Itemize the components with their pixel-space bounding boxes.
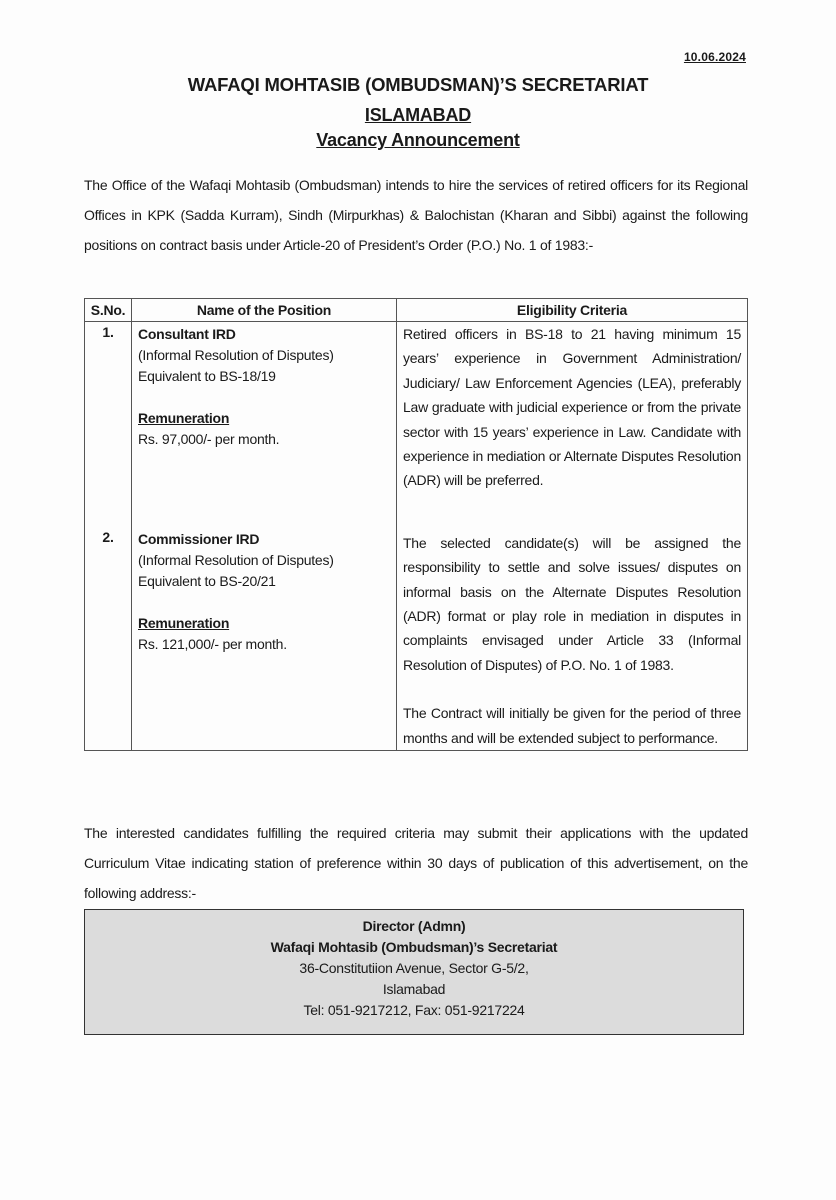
address-street: 36-Constitutiion Avenue, Sector G-5/2, [299, 960, 529, 976]
criteria-cell [397, 517, 748, 751]
closing-paragraph: The interested candidates fulfilling the required criteria may submit their applications with the updated Curriculum Vitae indicating station of preference within 30 days of publication of this advertisement, on the following address:- [84, 825, 748, 901]
position-title: Consultant IRD [138, 326, 236, 342]
position-cell [132, 322, 397, 517]
organization-title: WAFAQI MOHTASIB (OMBUDSMAN)’S SECRETARIAT [187, 74, 649, 95]
contract-terms-text: The Contract will initially be given for the period of three months and will be extended subject to performance. [403, 705, 741, 746]
address-office: Wafaqi Mohtasib (Ombudsman)’s Secretariat [270, 939, 558, 955]
position-grade: Equivalent to BS-20/21 [138, 572, 276, 589]
table-header-row [85, 299, 748, 322]
remuneration-value: Rs. 97,000/- per month. [138, 431, 280, 447]
address-contact: Tel: 051-9217212, Fax: 051-9217224 [303, 1002, 525, 1018]
row-sno: 2. [85, 517, 132, 751]
intro-paragraph: The Office of the Wafaqi Mohtasib (Ombudsman) intends to hire the services of retired officers for its Regional Offices in KPK (Sadda Kurram), Sindh (Mirpurkhas) & Balochistan (Kharan and Sibbi) against the following positions on contract basis under Article-20 of President’s Order (P.O.) No. 1 of 1983:- [84, 177, 748, 253]
vacancy-table [84, 298, 748, 751]
position-subtitle: (Informal Resolution of Disputes) [138, 347, 334, 363]
address-designation: Director (Admn) [362, 918, 466, 934]
table-row [85, 517, 748, 751]
criteria-text: The selected candidate(s) will be assigned the responsibility to settle and solve issues/ disputes on informal basis on the Alternate Disputes Resolution (ADR) format or play role in mediation in disputes in complaints envisaged under Article 33 (Informal Resolution of Disputes) of P.O. No. 1 of 1983. [403, 534, 741, 673]
row-sno: 1. [85, 322, 132, 517]
table-row [85, 322, 748, 517]
header-sno: S.No. [85, 299, 132, 322]
address-box [84, 909, 744, 1035]
header-criteria: Eligibility Criteria [397, 299, 748, 322]
header-position: Name of the Position [132, 299, 397, 322]
address-city: Islamabad [382, 981, 446, 997]
remuneration-value: Rs. 121,000/- per month. [138, 635, 287, 652]
remuneration-label: Remuneration [138, 410, 230, 426]
position-cell [132, 517, 397, 751]
criteria-text: Retired officers in BS-18 to 21 having minimum 15 years’ experience in Government Administration/ Judiciary/ Law Enforcement Agencies (LEA), preferably Law graduate with judicial experience or from the private sector with 15 years’ experience in Law. Candidate with experience in mediation or Alternate Disputes Resolution (ADR) will be preferred. [403, 326, 741, 489]
criteria-cell [397, 322, 748, 517]
announcement-heading: Vacancy Announcement [316, 130, 520, 150]
position-grade: Equivalent to BS-18/19 [138, 368, 276, 384]
position-subtitle: (Informal Resolution of Disputes) [138, 551, 334, 568]
announcement-date: 10.06.2024 [683, 50, 746, 64]
city-title: ISLAMABAD [364, 105, 472, 125]
remuneration-label: Remuneration [138, 614, 230, 631]
position-title: Commissioner IRD [138, 530, 260, 547]
